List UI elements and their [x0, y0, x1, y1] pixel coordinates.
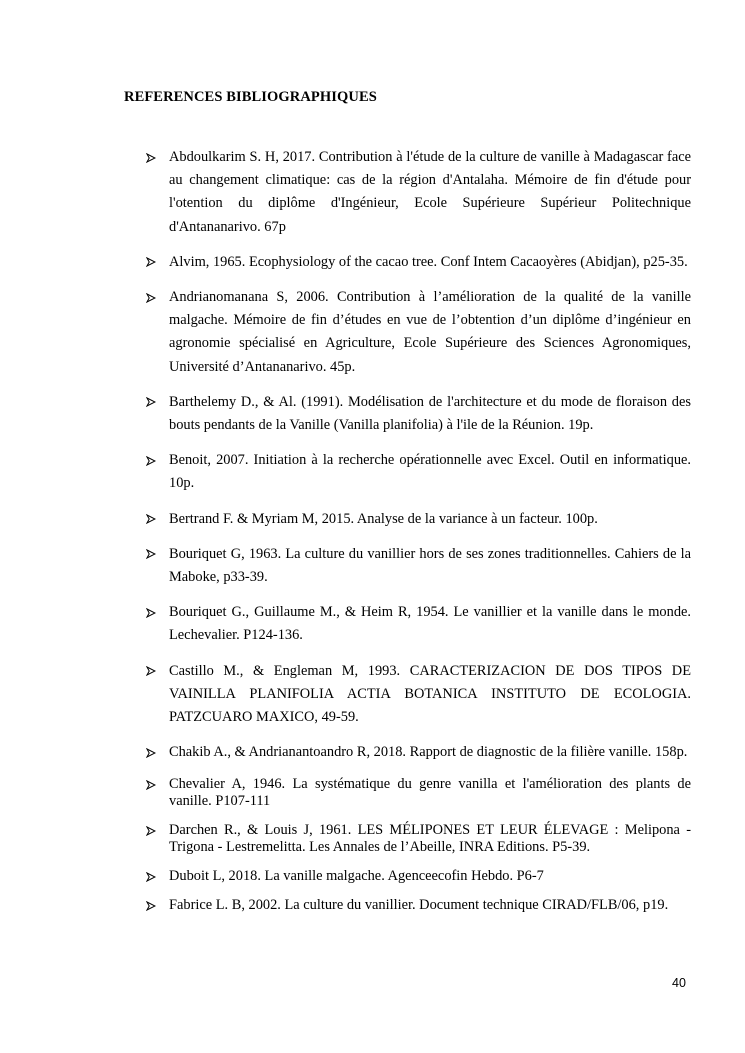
page-heading: REFERENCES BIBLIOGRAPHIQUES [124, 89, 377, 105]
reference-item [146, 251, 691, 274]
reference-list [146, 146, 691, 926]
reference-item [146, 741, 691, 764]
reference-text: Bouriquet G., Guillaume M., & Heim R, 1954. Le vanillier et la vanille dans le monde. Lechevalier. P124-136. [169, 604, 691, 644]
reference-text: Andrianomanana S, 2006. Contribution à l’amélioration de la qualité de la vanille malgache. Mémoire de fin d’études en vue de l’obtention d’un diplôme d’ingénieur en agronomie spécialisé en Agriculture, Ecole Supérieure des Sciences Agronomiques, Université d’Antananarivo. 45p. [169, 289, 691, 375]
reference-item [146, 822, 691, 856]
reference-item [146, 508, 691, 531]
reference-item [146, 146, 691, 239]
arrow-bullet-icon [146, 286, 160, 309]
arrow-bullet-icon [146, 543, 160, 566]
reference-text: Barthelemy D., & Al. (1991). Modélisation de l'architecture et du mode de floraison des bouts pendants de la Vanille (Vanilla planifolia) à l'ile de la Réunion. 19p. [169, 393, 691, 434]
reference-item [146, 543, 691, 589]
reference-text: Alvim, 1965. Ecophysiology of the cacao tree. Conf Intem Cacaoyères (Abidjan), p25-35. [169, 253, 688, 270]
arrow-bullet-icon [146, 776, 160, 793]
reference-text: Duboit L, 2018. La vanille malgache. Agenceecofin Hebdo. P6-7 [169, 868, 544, 885]
page-number: 40 [672, 976, 686, 990]
reference-text: Fabrice L. B, 2002. La culture du vanillier. Document technique CIRAD/FLB/06, p19. [169, 897, 669, 914]
arrow-bullet-icon [146, 868, 160, 885]
arrow-bullet-icon [146, 822, 160, 839]
reference-text: Castillo M., & Engleman M, 1993. CARACTERIZACION DE DOS TIPOS DE VAINILLA PLANIFOLIA ACTIA BOTANICA INSTITUTO DE ECOLOGIA. PATZCUARO MAXICO, 49-59. [169, 662, 691, 726]
reference-item [146, 286, 691, 379]
reference-text: Bouriquet G, 1963. La culture du vanillier hors de ses zones traditionnelles. Cahiers de la Maboke, p33-39. [169, 545, 691, 586]
reference-item [146, 391, 691, 437]
reference-item [146, 449, 691, 495]
arrow-bullet-icon [146, 251, 160, 274]
reference-text: Bertrand F. & Myriam M, 2015. Analyse de la variance à un facteur. 100p. [169, 510, 598, 527]
reference-text: Chevalier A, 1946. La systématique du genre vanilla et l'amélioration des plants de vanille. P107-111 [169, 776, 691, 810]
arrow-bullet-icon [146, 146, 160, 169]
reference-item [146, 601, 691, 647]
arrow-bullet-icon [146, 897, 160, 914]
reference-item [146, 868, 691, 885]
reference-text: Darchen R., & Louis J, 1961. LES MÉLIPONES ET LEUR ÉLEVAGE : Melipona - Trigona - Lestremelitta. Les Annales de l’Abeille, INRA Editions. P5-39. [169, 822, 691, 856]
reference-item [146, 776, 691, 810]
arrow-bullet-icon [146, 660, 160, 683]
arrow-bullet-icon [146, 391, 160, 414]
reference-text: Chakib A., & Andrianantoandro R, 2018. Rapport de diagnostic de la filière vanille. 158p. [169, 744, 688, 761]
reference-item [146, 897, 691, 914]
arrow-bullet-icon [146, 601, 160, 624]
reference-item [146, 660, 691, 730]
arrow-bullet-icon [146, 741, 160, 764]
reference-text: Benoit, 2007. Initiation à la recherche opérationnelle avec Excel. Outil en informatique. 10p. [169, 452, 691, 492]
arrow-bullet-icon [146, 449, 160, 472]
reference-text: Abdoulkarim S. H, 2017. Contribution à l'étude de la culture de vanille à Madagascar face au changement climatique: cas de la région d'Antalaha. Mémoire de fin d'étude pour l'otention du diplôme d'Ingénieur, Ecole Supérieure Supérieur Politechnique d'Antananarivo. 67p [169, 149, 691, 235]
arrow-bullet-icon [146, 508, 160, 531]
